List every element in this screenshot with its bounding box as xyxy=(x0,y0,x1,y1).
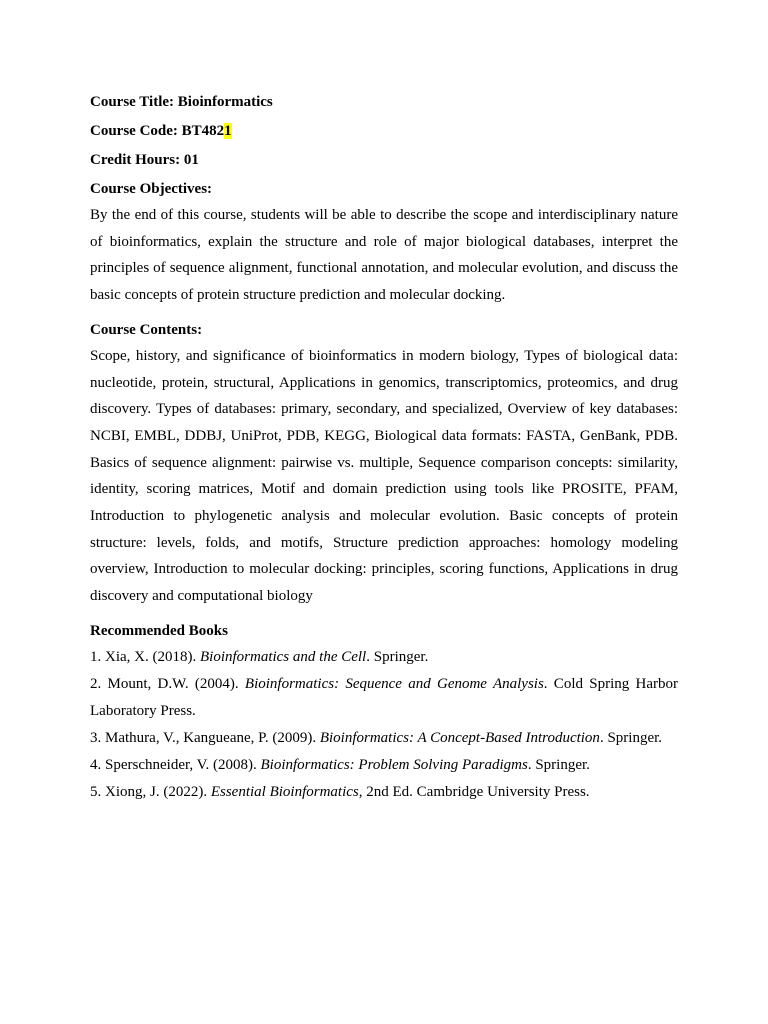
book-title: Essential Bioinformatics xyxy=(210,783,359,800)
objectives-heading: Course Objectives: xyxy=(90,181,213,197)
book-item xyxy=(90,725,678,752)
book-title: Bioinformatics: Sequence and Genome Analysis xyxy=(244,675,544,692)
book-title: Bioinformatics: Problem Solving Paradigms xyxy=(260,756,528,773)
book-author: 1. Xia, X. (2018). xyxy=(90,648,200,665)
book-publisher: . Cold Spring Harbor Laboratory Press. xyxy=(90,675,678,719)
book-item xyxy=(90,671,678,725)
book-author: 2. Mount, D.W. (2004). xyxy=(90,675,245,692)
book-item xyxy=(90,644,678,671)
objectives-text: By the end of this course, students will be able to describe the scope and interdisciplinary nature of bioinformatics, explain the structure and role of major biological databases, interpret the principles of sequence alignment, functional annotation, and molecular evolution, and discuss the basic concepts of protein structure prediction and molecular docking. xyxy=(90,207,678,304)
course-code-prefix: Course Code: BT482 xyxy=(90,123,225,139)
course-code xyxy=(90,121,678,141)
book-publisher: . Springer. xyxy=(527,756,590,773)
books-list xyxy=(90,644,678,806)
contents-text: Scope, history, and significance of bioinformatics in modern biology, Types of biological data: nucleotide, protein, structural, Applications in genomics, transcriptomics, proteomics, and drug discovery. Types of databases: primary, secondary, and specialized, Overview of key databases: NCBI, EMBL, DDBJ, UniProt, PDB, KEGG, Biological data formats: FASTA, GenBank, PDB. Basics of sequence alignment: pairwise vs. multiple, Sequence comparison concepts: similarity, identity, scoring matrices, Motif and domain prediction using tools like PROSITE, PFAM, Introduction to phylogenetic analysis and molecular evolution. Basic concepts of protein structure: levels, folds, and motifs, Structure prediction approaches: homology modeling overview, Introduction to molecular docking: principles, scoring functions, Applications in drug discovery and computational biology xyxy=(90,347,678,605)
book-author: 4. Sperschneider, V. (2008). xyxy=(90,756,261,773)
book-publisher: . Springer. xyxy=(366,648,429,665)
contents-heading: Course Contents: xyxy=(90,321,203,338)
book-item xyxy=(90,752,678,779)
book-item xyxy=(90,779,678,806)
book-author: 5. Xiong, J. (2022). xyxy=(90,783,211,800)
book-publisher: . Springer. xyxy=(599,729,663,746)
books-heading: Recommended Books xyxy=(90,622,228,639)
course-code-highlight: 1 xyxy=(224,123,232,139)
book-title: Bioinformatics: A Concept-Based Introduction xyxy=(319,729,600,746)
book-publisher: , 2nd Ed. Cambridge University Press. xyxy=(358,783,590,800)
book-author: 3. Mathura, V., Kangueane, P. (2009). xyxy=(90,729,320,746)
course-title: Course Title: Bioinformatics xyxy=(90,94,273,110)
document-page xyxy=(90,92,678,806)
book-title: Bioinformatics and the Cell xyxy=(199,648,367,665)
credit-hours: Credit Hours: 01 xyxy=(90,152,199,168)
